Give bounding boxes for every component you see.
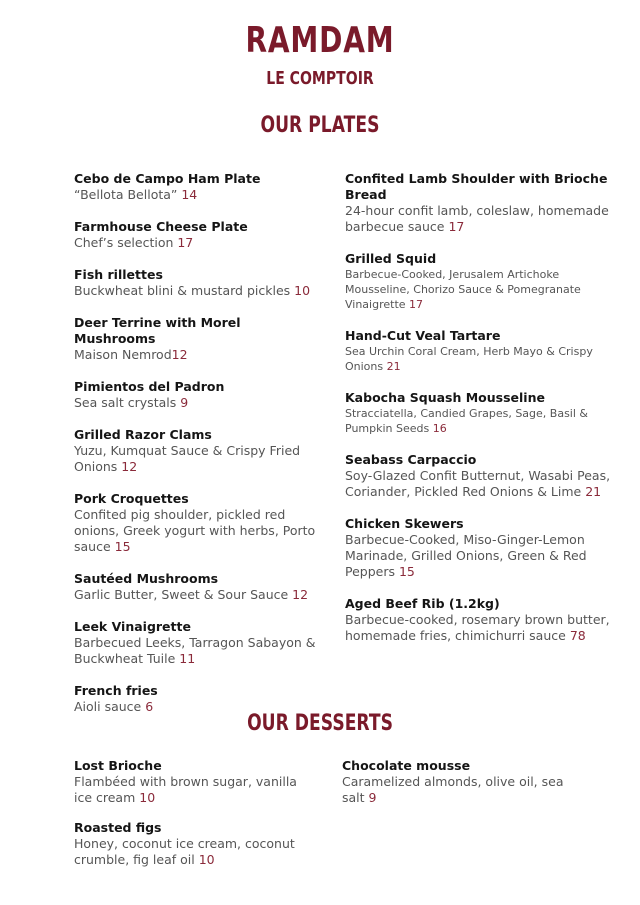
item-price: 78 <box>569 628 586 643</box>
menu-item <box>345 251 620 312</box>
item-name: Lost Brioche <box>74 758 162 773</box>
item-price: 15 <box>398 564 415 579</box>
item-name: Hand-Cut Veal Tartare <box>345 328 501 343</box>
menu-item <box>345 596 620 644</box>
item-description: Sea Urchin Coral Cream, Herb Mayo & Crispy Onions <box>345 345 593 373</box>
item-description: Chef’s selection <box>74 235 178 250</box>
item-name: Chicken Skewers <box>345 516 464 531</box>
item-name: Deer Terrine with Morel Mushrooms <box>74 315 241 346</box>
item-name: Pork Croquettes <box>74 491 189 506</box>
item-price: 6 <box>145 699 154 714</box>
item-price: 17 <box>409 298 424 311</box>
item-price: 12 <box>121 459 138 474</box>
menu-item <box>74 427 324 475</box>
item-description: Maison Nemrod <box>74 347 172 362</box>
menu-item <box>345 390 620 436</box>
menu-item <box>74 219 324 251</box>
menu-item <box>74 758 314 806</box>
item-description: Stracciatella, Candied Grapes, Sage, Basil & Pumpkin Seeds <box>345 407 588 435</box>
item-name: Grilled Razor Clams <box>74 427 212 442</box>
item-name: Chocolate mousse <box>342 758 471 773</box>
menu-item <box>74 379 324 411</box>
item-price: 16 <box>432 422 447 435</box>
item-description: Barbecue-Cooked, Jerusalem Artichoke Mousseline, Chorizo Sauce & Pomegranate Vinaigrette <box>345 268 581 311</box>
item-description: Flambéed with brown sugar, vanilla ice cream <box>74 774 297 805</box>
menu-item <box>342 758 572 806</box>
plates-right-column <box>345 171 620 644</box>
item-description: Barbecue-cooked, rosemary brown butter, homemade fries, chimichurri sauce <box>345 612 610 643</box>
menu-item <box>74 315 324 363</box>
item-price: 15 <box>114 539 131 554</box>
item-name: French fries <box>74 683 158 698</box>
item-name: Seabass Carpaccio <box>345 452 477 467</box>
desserts-right-column <box>342 758 572 806</box>
item-name: Roasted figs <box>74 820 162 835</box>
menu-item <box>345 452 620 500</box>
item-name: Grilled Squid <box>345 251 437 266</box>
item-description: Aioli sauce <box>74 699 146 714</box>
menu-item <box>345 171 620 235</box>
item-name: Aged Beef Rib (1.2kg) <box>345 596 500 611</box>
plates-section-title: OUR PLATES <box>260 113 380 138</box>
item-description: Caramelized almonds, olive oil, sea salt <box>342 774 564 805</box>
item-price: 17 <box>177 235 194 250</box>
item-name: Sautéed Mushrooms <box>74 571 219 586</box>
desserts-left-column <box>74 758 314 868</box>
item-description: Soy-Glazed Confit Butternut, Wasabi Peas, Coriander, Pickled Red Onions & Lime <box>345 468 611 499</box>
menu-item <box>74 491 324 555</box>
item-price: 10 <box>198 852 215 867</box>
item-name: Confited Lamb Shoulder with Brioche Bread <box>345 171 608 202</box>
menu-item <box>74 619 324 667</box>
item-name: Farmhouse Cheese Plate <box>74 219 248 234</box>
item-description: “Bellota Bellota” <box>74 187 182 202</box>
menu-item <box>74 820 314 868</box>
item-price: 10 <box>139 790 156 805</box>
item-description: Sea salt crystals <box>74 395 181 410</box>
item-name: Fish rillettes <box>74 267 163 282</box>
item-price: 11 <box>179 651 196 666</box>
item-description: Yuzu, Kumquat Sauce & Crispy Fried Onions <box>74 443 301 474</box>
menu-item <box>345 516 620 580</box>
item-price: 10 <box>294 283 311 298</box>
item-name: Kabocha Squash Mousseline <box>345 390 545 405</box>
item-price: 9 <box>368 790 377 805</box>
item-description: Buckwheat blini & mustard pickles <box>74 283 295 298</box>
item-description: Barbecued Leeks, Tarragon Sabayon & Buckwheat Tuile <box>74 635 316 666</box>
menu-item <box>74 171 324 203</box>
menu-item <box>345 328 620 374</box>
item-price: 9 <box>180 395 189 410</box>
menu-item <box>74 571 324 603</box>
item-price: 12 <box>292 587 309 602</box>
item-price: 21 <box>386 360 401 373</box>
item-description: Confited pig shoulder, pickled red onions, Greek yogurt with herbs, Porto sauce <box>74 507 316 554</box>
item-name: Leek Vinaigrette <box>74 619 191 634</box>
desserts-section-title: OUR DESSERTS <box>247 711 393 736</box>
menu-item <box>74 267 324 299</box>
item-name: Pimientos del Padron <box>74 379 225 394</box>
item-price: 17 <box>448 219 465 234</box>
item-description: Barbecue-Cooked, Miso-Ginger-Lemon Marinade, Grilled Onions, Green & Red Peppers <box>345 532 587 579</box>
item-description: Garlic Butter, Sweet & Sour Sauce <box>74 587 293 602</box>
item-description: Honey, coconut ice cream, coconut crumble, fig leaf oil <box>74 836 295 867</box>
restaurant-subtitle: LE COMPTOIR <box>266 68 374 89</box>
item-name: Cebo de Campo Ham Plate <box>74 171 261 186</box>
item-price: 21 <box>585 484 602 499</box>
item-price: 12 <box>171 347 188 362</box>
item-description: 24-hour confit lamb, coleslaw, homemade barbecue sauce <box>345 203 609 234</box>
restaurant-name: RAMDAM <box>245 20 395 61</box>
plates-left-column <box>74 171 324 715</box>
item-price: 14 <box>181 187 198 202</box>
